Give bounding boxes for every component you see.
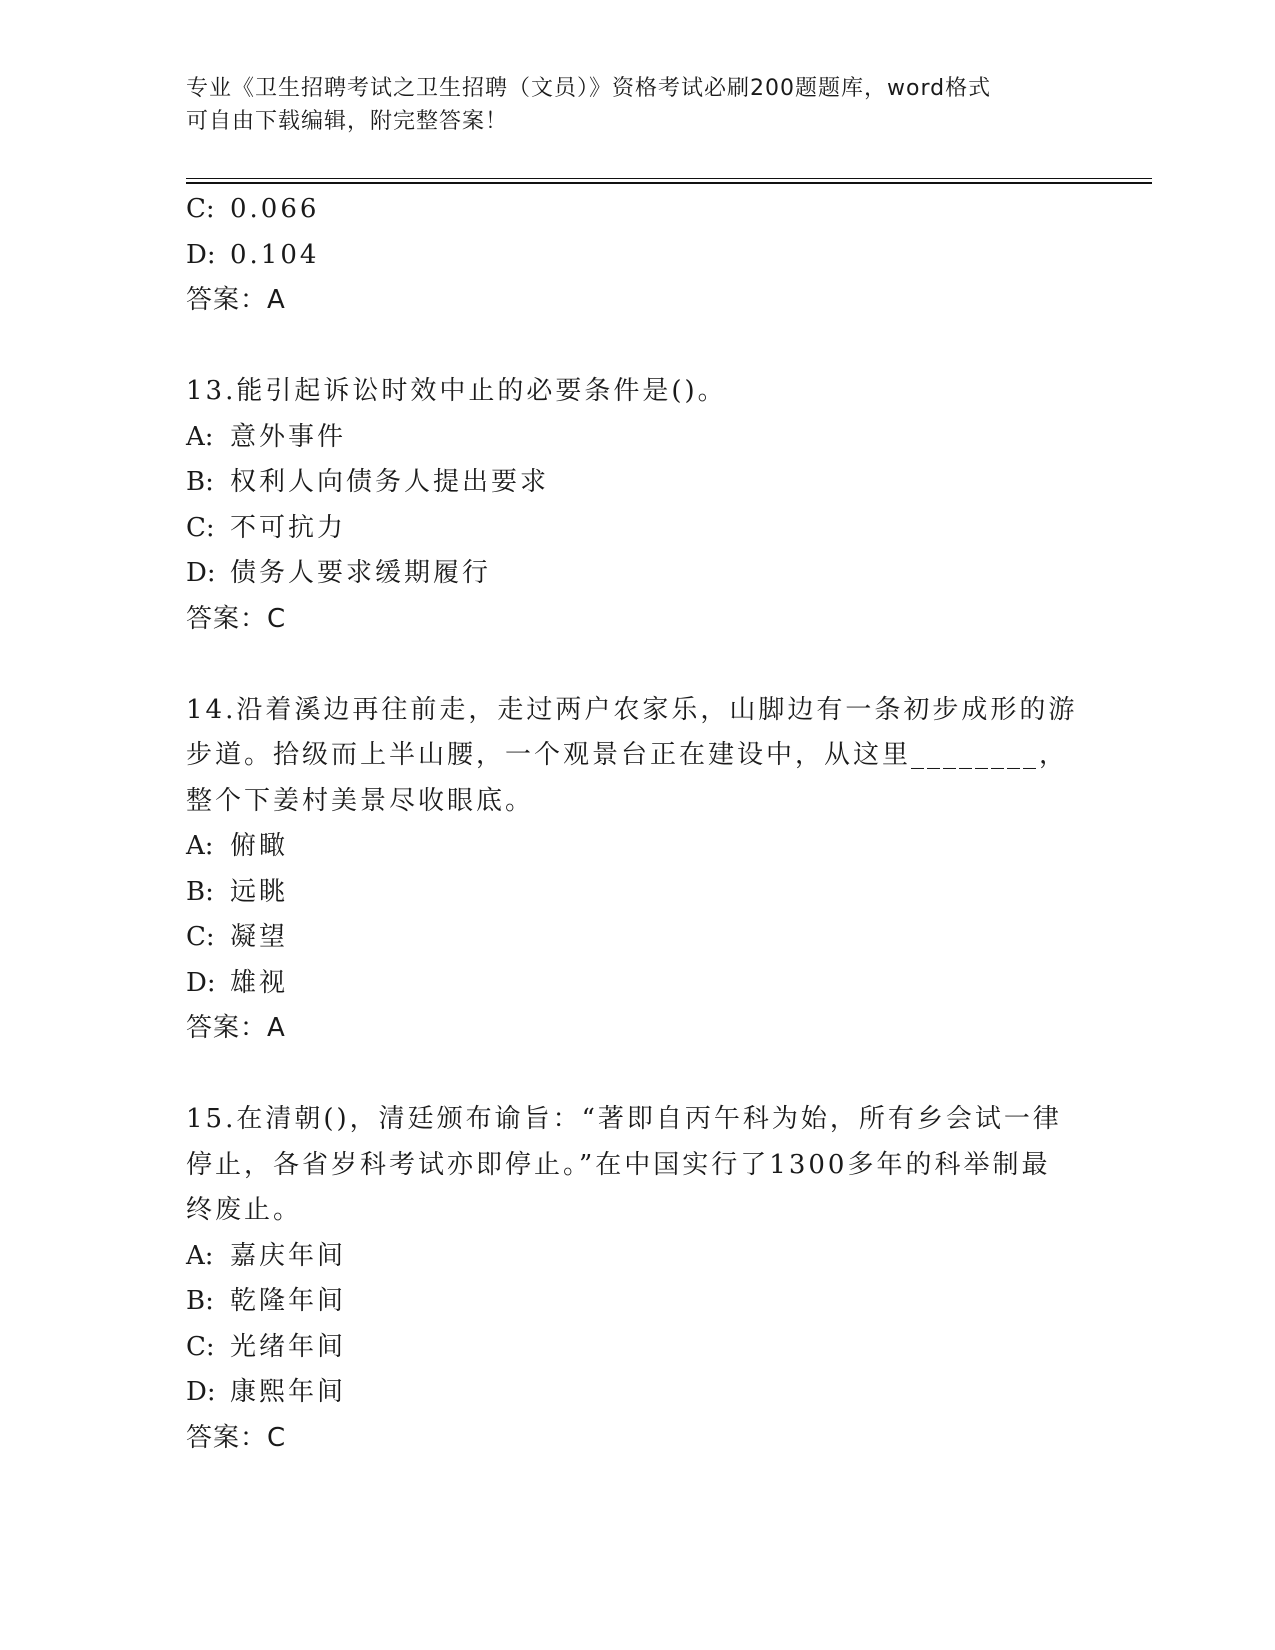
answer-line: 答案：A [186,285,286,315]
option-a [186,1234,1086,1280]
option-text: 凝望 [230,922,289,952]
answer-line: 答案：C [186,603,287,634]
answer-line: 答案：A [186,1013,286,1043]
option-label: D: [186,239,216,270]
option-a [186,824,1086,870]
option-text: 嘉庆年间 [230,1240,347,1271]
option-c [186,1325,1086,1371]
option-text: 光绪年间 [230,1331,347,1362]
question-list [186,187,1086,1461]
option-text: 康熙年间 [230,1377,347,1407]
option-d [186,961,1086,1007]
question-14 [186,688,1086,1052]
question-15 [186,1097,1086,1461]
answer-line: 答案：C [186,1422,287,1453]
option-d [186,551,1086,597]
option-label: C: [186,922,215,952]
option-label: C: [186,1331,215,1362]
option-a [186,415,1086,461]
option-text: 乾隆年间 [230,1286,347,1316]
option-c [186,506,1086,552]
option-text: 雄视 [230,967,289,998]
question-stem-line: 14.沿着溪边再往前走，走过两户农家乐，山脚边有一条初步成形的游 [186,694,1078,725]
option-label: D: [186,558,216,588]
option-b [186,460,1086,506]
question-stem-line: 停止，各省岁科考试亦即停止。”在中国实行了1300多年的科举制最 [186,1149,1051,1180]
option-label: C: [186,512,215,543]
question-13 [186,369,1086,642]
header-line-1: 专业《卫生招聘考试之卫生招聘（文员）》资格考试必刷200题题库，word格式 [186,76,992,101]
spacer [186,324,1086,370]
prev-question [186,187,1086,324]
option-label: B: [186,1286,214,1316]
option-text: 权利人向债务人提出要求 [230,467,550,497]
option-b [186,870,1086,916]
option-text: 0.066 [230,194,320,224]
spacer [186,1052,1086,1098]
header-divider-thin [186,178,1152,179]
option-label: B: [186,876,214,907]
question-stem-line: 步道。拾级而上半山腰，一个观景台正在建设中，从这里________， [186,740,1069,770]
option-label: A: [186,1240,214,1271]
option-d [186,233,1086,279]
option-label: B: [186,467,214,497]
question-stem-line: 13.能引起诉讼时效中止的必要条件是()。 [186,376,727,406]
document-header [186,72,1066,138]
question-stem-line: 整个下姜村美景尽收眼底。 [186,785,535,816]
option-label: A: [186,421,214,452]
option-label: C: [186,194,215,224]
option-b [186,1279,1086,1325]
header-divider-thick [186,182,1152,184]
option-label: D: [186,967,216,998]
question-stem-line: 15.在清朝()，清廷颁布谕旨：“著即自丙午科为始，所有乡会试一律 [186,1104,1062,1134]
option-d [186,1370,1086,1416]
option-text: 俯瞰 [230,831,289,861]
question-stem-line: 终废止。 [186,1195,303,1225]
option-label: A: [186,831,214,861]
option-text: 债务人要求缓期履行 [230,558,492,588]
option-c [186,915,1086,961]
option-text: 不可抗力 [230,512,347,543]
spacer [186,642,1086,688]
option-label: D: [186,1377,216,1407]
option-text: 远眺 [230,876,289,907]
header-line-2: 可自由下载编辑，附完整答案！ [186,109,509,134]
option-text: 意外事件 [230,421,347,452]
option-c [186,187,1086,233]
option-text: 0.104 [230,239,320,270]
